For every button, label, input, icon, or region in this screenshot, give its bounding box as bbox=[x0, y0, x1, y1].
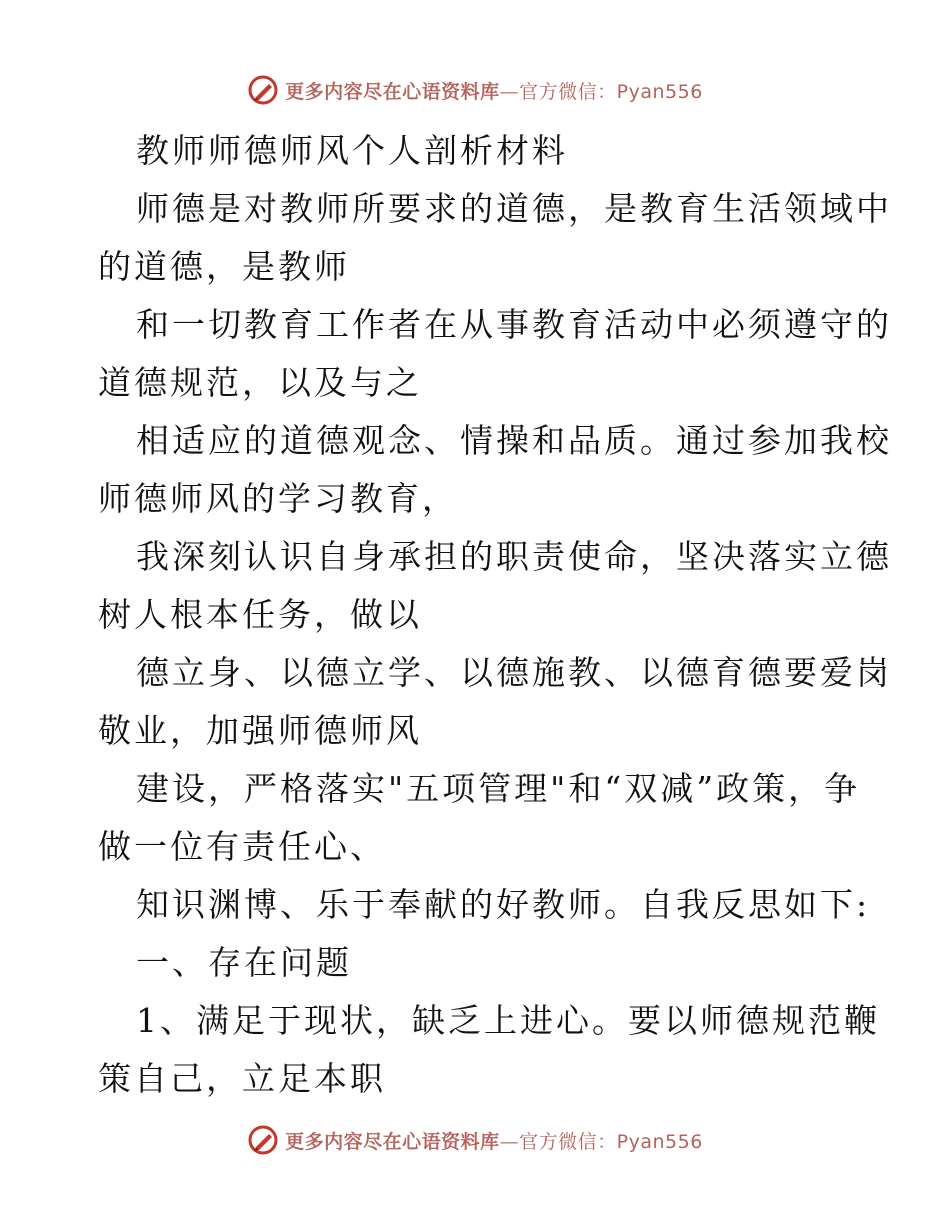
paragraph-line: 1、满足于现状，缺乏上进心。要以师德规范鞭 bbox=[136, 1001, 880, 1040]
paragraph-line: 德立身、以德立学、以德施教、以德育德要爱岗 bbox=[136, 653, 892, 692]
paragraph-line: 的道德，是教师 bbox=[98, 247, 350, 286]
paragraph-line: 敬业，加强师德师风 bbox=[98, 711, 422, 750]
paragraph-line: 做一位有责任心、 bbox=[98, 827, 386, 866]
paragraph-line: 和一切教育工作者在从事教育活动中必须遵守的 bbox=[136, 305, 892, 344]
paragraph-line: 道德规范，以及与之 bbox=[98, 363, 422, 402]
header-banner-sep: — bbox=[499, 80, 520, 103]
footer-banner-text bbox=[285, 1127, 703, 1154]
header-banner bbox=[0, 70, 950, 110]
paragraph-line: 我深刻认识自身承担的职责使命，坚决落实立德 bbox=[136, 537, 892, 576]
pen-logo-icon bbox=[247, 1124, 279, 1156]
document-body bbox=[98, 122, 892, 1108]
footer-banner-main: 更多内容尽在心语资料库 bbox=[285, 1130, 500, 1153]
header-banner-text bbox=[285, 77, 703, 104]
pen-logo-icon bbox=[247, 74, 279, 106]
paragraph-line: 树人根本任务，做以 bbox=[98, 595, 422, 634]
paragraph-line: 一、存在问题 bbox=[136, 943, 352, 982]
paragraph-line: 师德是对教师所要求的道德，是教育生活领域中 bbox=[136, 189, 892, 228]
document-title: 教师师德师风个人剖析材料 bbox=[136, 131, 568, 170]
footer-banner bbox=[0, 1120, 950, 1160]
paragraph-line: 策自己，立足本职 bbox=[98, 1059, 386, 1098]
header-banner-tail: 官方微信：Pyan556 bbox=[519, 80, 703, 103]
header-banner-main: 更多内容尽在心语资料库 bbox=[285, 80, 500, 103]
paragraph-line: 相适应的道德观念、情操和品质。通过参加我校 bbox=[136, 421, 892, 460]
footer-banner-tail: 官方微信：Pyan556 bbox=[519, 1130, 703, 1153]
paragraph-line: 师德师风的学习教育， bbox=[98, 479, 458, 518]
footer-banner-sep: — bbox=[499, 1130, 520, 1153]
paragraph-line: 知识渊博、乐于奉献的好教师。自我反思如下: bbox=[136, 885, 871, 924]
paragraph-line: 建设，严格落实"五项管理"和“双减”政策，争 bbox=[136, 769, 861, 808]
